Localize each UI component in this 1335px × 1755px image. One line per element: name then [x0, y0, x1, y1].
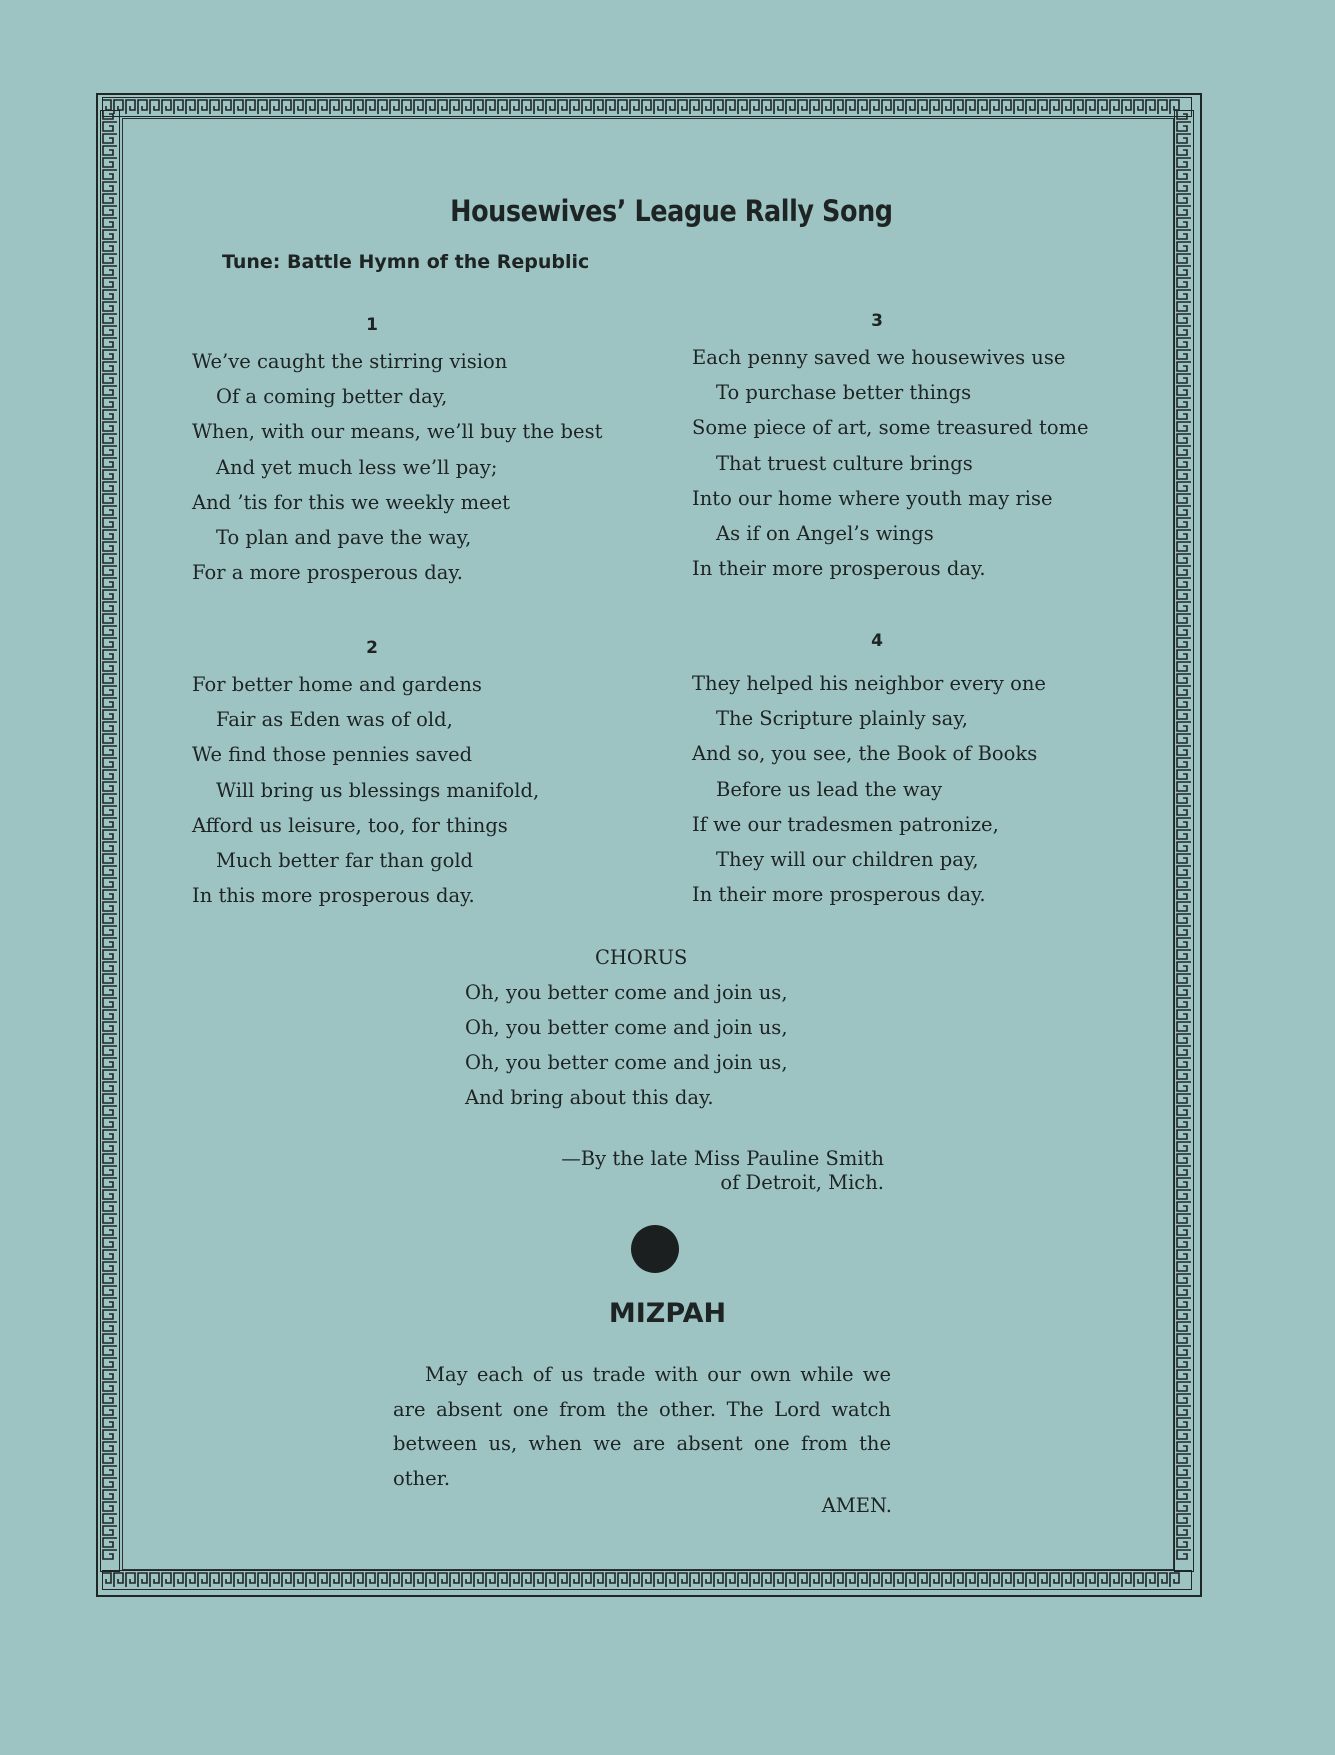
verse-line: That truest culture brings	[716, 451, 973, 475]
verse-line: As if on Angel’s wings	[716, 522, 934, 546]
verse-line: In this more prosperous day.	[192, 884, 475, 908]
mizpah-text: May each of us trade with our own while we are absent one from the other. The Lord watch between us, when we are absent one from the other.	[393, 1363, 891, 1490]
verse-line: Afford us leisure, too, for things	[192, 813, 508, 837]
verse-line: Much better far than gold	[216, 849, 474, 873]
verse-line: Some piece of art, some treasured tome	[692, 416, 1089, 440]
verse-number: 4	[871, 631, 883, 651]
verse-2	[192, 633, 632, 913]
verse-line: Fair as Eden was of old,	[216, 708, 453, 732]
verse-line: They helped his neighbor every one	[692, 672, 1046, 695]
verse-1	[192, 310, 632, 590]
verse-line: If we our tradesmen patronize,	[692, 812, 999, 836]
verse-line: Each penny saved we housewives use	[692, 346, 1066, 369]
verse-4	[692, 626, 1152, 912]
greek-key-border-left	[100, 110, 120, 1572]
verse-number: 1	[366, 315, 378, 335]
verse-line: In their more prosperous day.	[692, 557, 986, 581]
verse-line: For better home and gardens	[192, 673, 482, 696]
credit-line: —By the late Miss Pauline Smith	[561, 1147, 884, 1170]
credit-line: of Detroit, Mich.	[720, 1171, 884, 1194]
verse-line: For a more prosperous day.	[192, 561, 463, 585]
song-tune: Tune: Battle Hymn of the Republic	[222, 251, 590, 273]
verse-line: Will bring us blessings manifold,	[216, 778, 540, 802]
verse-line: To plan and pave the way,	[216, 526, 472, 550]
verse-number: 3	[871, 311, 883, 331]
ornament-dot	[631, 1225, 679, 1273]
chorus-line: Oh, you better come and join us,	[465, 1016, 788, 1039]
verse-line: In their more prosperous day.	[692, 883, 986, 907]
verse-line: Of a coming better day,	[216, 385, 448, 409]
verse-line: We’ve caught the stirring vision	[192, 350, 508, 373]
verse-line: To purchase better things	[716, 381, 972, 405]
verse-line: And ’tis for this we weekly meet	[192, 490, 510, 514]
mizpah-closing: AMEN.	[821, 1494, 892, 1517]
verse-3	[692, 306, 1152, 586]
verse-line: We find those pennies saved	[192, 743, 473, 767]
greek-key-border-bottom	[102, 1570, 1192, 1590]
greek-key-border-right	[1174, 110, 1194, 1572]
verse-line: The Scripture plainly say,	[716, 707, 968, 731]
song-title: Housewives’ League Rally Song	[450, 194, 893, 228]
author-credit	[540, 1147, 884, 1195]
mizpah-title: MIZPAH	[608, 1298, 727, 1329]
chorus	[465, 940, 788, 1115]
verse-line: When, with our means, we’ll buy the best	[192, 420, 603, 444]
chorus-line: Oh, you better come and join us,	[465, 981, 788, 1004]
verse-number: 2	[366, 638, 378, 658]
verse-line: And so, you see, the Book of Books	[692, 742, 1038, 766]
chorus-line: Oh, you better come and join us,	[465, 1051, 788, 1074]
verse-line: Into our home where youth may rise	[692, 486, 1053, 510]
verse-line: And yet much less we’ll pay;	[216, 455, 498, 479]
chorus-heading: CHORUS	[595, 946, 688, 969]
greek-key-border-top	[102, 97, 1192, 117]
verse-line: Before us lead the way	[716, 777, 943, 801]
chorus-line: And bring about this day.	[465, 1086, 714, 1109]
verse-line: They will our children pay,	[716, 848, 979, 872]
